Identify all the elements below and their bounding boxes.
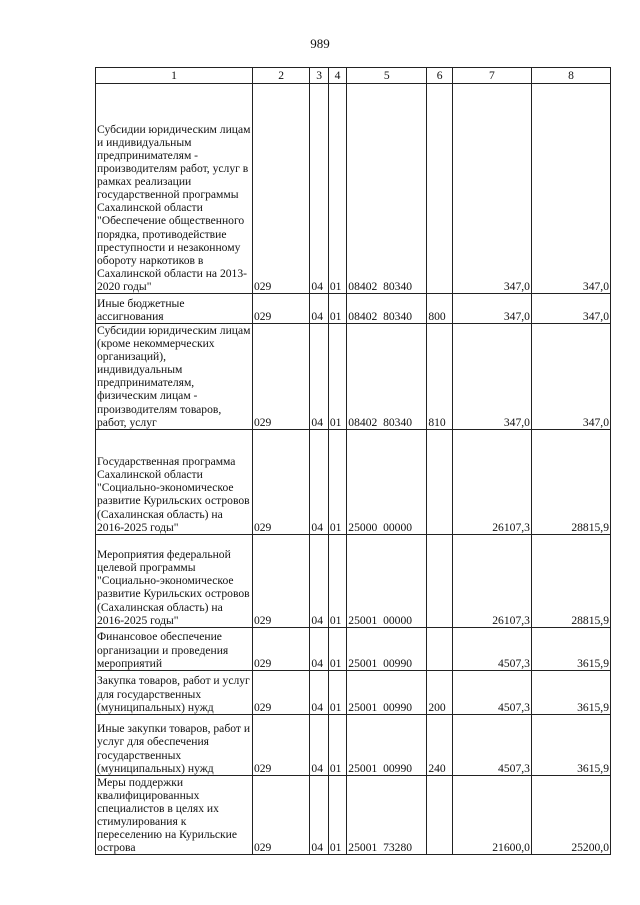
amount-2017: 347,0 bbox=[531, 294, 610, 324]
section-code: 04 bbox=[310, 294, 328, 324]
amount-2017: 25200,0 bbox=[531, 775, 610, 855]
expense-type: 810 bbox=[427, 324, 453, 430]
table-row bbox=[96, 324, 611, 430]
ministry-code: 029 bbox=[252, 294, 309, 324]
amount-2016: 347,0 bbox=[452, 294, 531, 324]
subsection-code: 01 bbox=[328, 294, 346, 324]
target-article: 08402 80340 bbox=[347, 294, 427, 324]
amount-2016: 21600,0 bbox=[452, 775, 531, 855]
expense-type: 200 bbox=[427, 670, 453, 714]
target-article: 08402 80340 bbox=[347, 324, 427, 430]
row-description: Иные бюджетные ассигнования bbox=[96, 294, 253, 324]
row-description: Мероприятия федеральной целевой программы "Социально-экономическое развитие Курильских островов (Сахалинская область) на 2016-2025 годы" bbox=[96, 534, 253, 627]
ministry-code: 029 bbox=[252, 429, 309, 534]
amount-2016: 4507,3 bbox=[452, 670, 531, 714]
table-row bbox=[96, 627, 611, 670]
subsection-code: 01 bbox=[328, 534, 346, 627]
amount-2016: 4507,3 bbox=[452, 714, 531, 775]
header-cell: 6 bbox=[427, 68, 453, 84]
section-code: 04 bbox=[310, 84, 328, 294]
row-description: Иные закупки товаров, работ и услуг для обеспечения государственных (муниципальных) нужд bbox=[96, 714, 253, 775]
amount-2017: 347,0 bbox=[531, 324, 610, 430]
section-code: 04 bbox=[310, 775, 328, 855]
section-code: 04 bbox=[310, 670, 328, 714]
header-cell: 2 bbox=[252, 68, 309, 84]
row-description: Меры поддержки квалифицированных специалистов в целях их стимулирования к переселению на Курильские острова bbox=[96, 775, 253, 855]
amount-2017: 28815,9 bbox=[531, 534, 610, 627]
ministry-code: 029 bbox=[252, 84, 309, 294]
amount-2017: 28815,9 bbox=[531, 429, 610, 534]
section-code: 04 bbox=[310, 429, 328, 534]
amount-2016: 26107,3 bbox=[452, 534, 531, 627]
amount-2016: 347,0 bbox=[452, 84, 531, 294]
amount-2016: 347,0 bbox=[452, 324, 531, 430]
ministry-code: 029 bbox=[252, 775, 309, 855]
table-row bbox=[96, 714, 611, 775]
target-article: 25001 00990 bbox=[347, 714, 427, 775]
table-row bbox=[96, 84, 611, 294]
table-row bbox=[96, 670, 611, 714]
expense-type: 240 bbox=[427, 714, 453, 775]
header-cell: 4 bbox=[328, 68, 346, 84]
table-row bbox=[96, 775, 611, 855]
target-article: 25000 00000 bbox=[347, 429, 427, 534]
header-cell: 8 bbox=[531, 68, 610, 84]
section-code: 04 bbox=[310, 714, 328, 775]
ministry-code: 029 bbox=[252, 534, 309, 627]
expense-type: 800 bbox=[427, 294, 453, 324]
section-code: 04 bbox=[310, 324, 328, 430]
amount-2017: 347,0 bbox=[531, 84, 610, 294]
table-row bbox=[96, 429, 611, 534]
ministry-code: 029 bbox=[252, 627, 309, 670]
row-description: Субсидии юридическим лицам (кроме некоммерческих организаций), индивидуальным предпринимателям, физическим лицам - производителям товаров, работ, услуг bbox=[97, 324, 251, 429]
subsection-code: 01 bbox=[328, 627, 346, 670]
subsection-code: 01 bbox=[328, 670, 346, 714]
subsection-code: 01 bbox=[328, 714, 346, 775]
header-cell: 5 bbox=[347, 68, 427, 84]
header-cell: 3 bbox=[310, 68, 328, 84]
header-cell: 1 bbox=[96, 68, 253, 84]
expense-type bbox=[427, 84, 453, 294]
row-description: Финансовое обеспечение организации и проведения мероприятий bbox=[96, 627, 253, 670]
row-description: Субсидии юридическим лицам и индивидуальным предпринимателям - производителям работ, услуг в рамках реализации государственной программы Сахалинской области "Обеспечение общественного порядка, противодействие преступности и незаконному обороту наркотиков в Сахалинской области на 2013-2020 годы" bbox=[96, 84, 253, 294]
page-number: 989 bbox=[310, 36, 330, 51]
target-article: 25001 00990 bbox=[347, 627, 427, 670]
expense-type bbox=[427, 429, 453, 534]
expense-type bbox=[427, 627, 453, 670]
target-article: 08402 80340 bbox=[347, 84, 427, 294]
target-article: 25001 00990 bbox=[347, 670, 427, 714]
ministry-code: 029 bbox=[252, 324, 309, 430]
ministry-code: 029 bbox=[252, 670, 309, 714]
amount-2017: 3615,9 bbox=[531, 627, 610, 670]
subsection-code: 01 bbox=[328, 324, 346, 430]
subsection-code: 01 bbox=[328, 84, 346, 294]
subsection-code: 01 bbox=[328, 429, 346, 534]
amount-2017: 3615,9 bbox=[531, 714, 610, 775]
target-article: 25001 00000 bbox=[347, 534, 427, 627]
budget-table bbox=[95, 67, 611, 855]
expense-type bbox=[427, 775, 453, 855]
header-row bbox=[96, 68, 611, 84]
section-code: 04 bbox=[310, 627, 328, 670]
table-row bbox=[96, 534, 611, 627]
amount-2016: 26107,3 bbox=[452, 429, 531, 534]
section-code: 04 bbox=[310, 534, 328, 627]
target-article: 25001 73280 bbox=[347, 775, 427, 855]
amount-2016: 4507,3 bbox=[452, 627, 531, 670]
row-description: Закупка товаров, работ и услуг для государственных (муниципальных) нужд bbox=[96, 670, 253, 714]
subsection-code: 01 bbox=[328, 775, 346, 855]
ministry-code: 029 bbox=[252, 714, 309, 775]
header-cell: 7 bbox=[452, 68, 531, 84]
expense-type bbox=[427, 534, 453, 627]
amount-2017: 3615,9 bbox=[531, 670, 610, 714]
row-description: Государственная программа Сахалинской области "Социально-экономическое развитие Курильских островов (Сахалинская область) на 2016-2025 годы" bbox=[96, 429, 253, 534]
table-row bbox=[96, 294, 611, 324]
